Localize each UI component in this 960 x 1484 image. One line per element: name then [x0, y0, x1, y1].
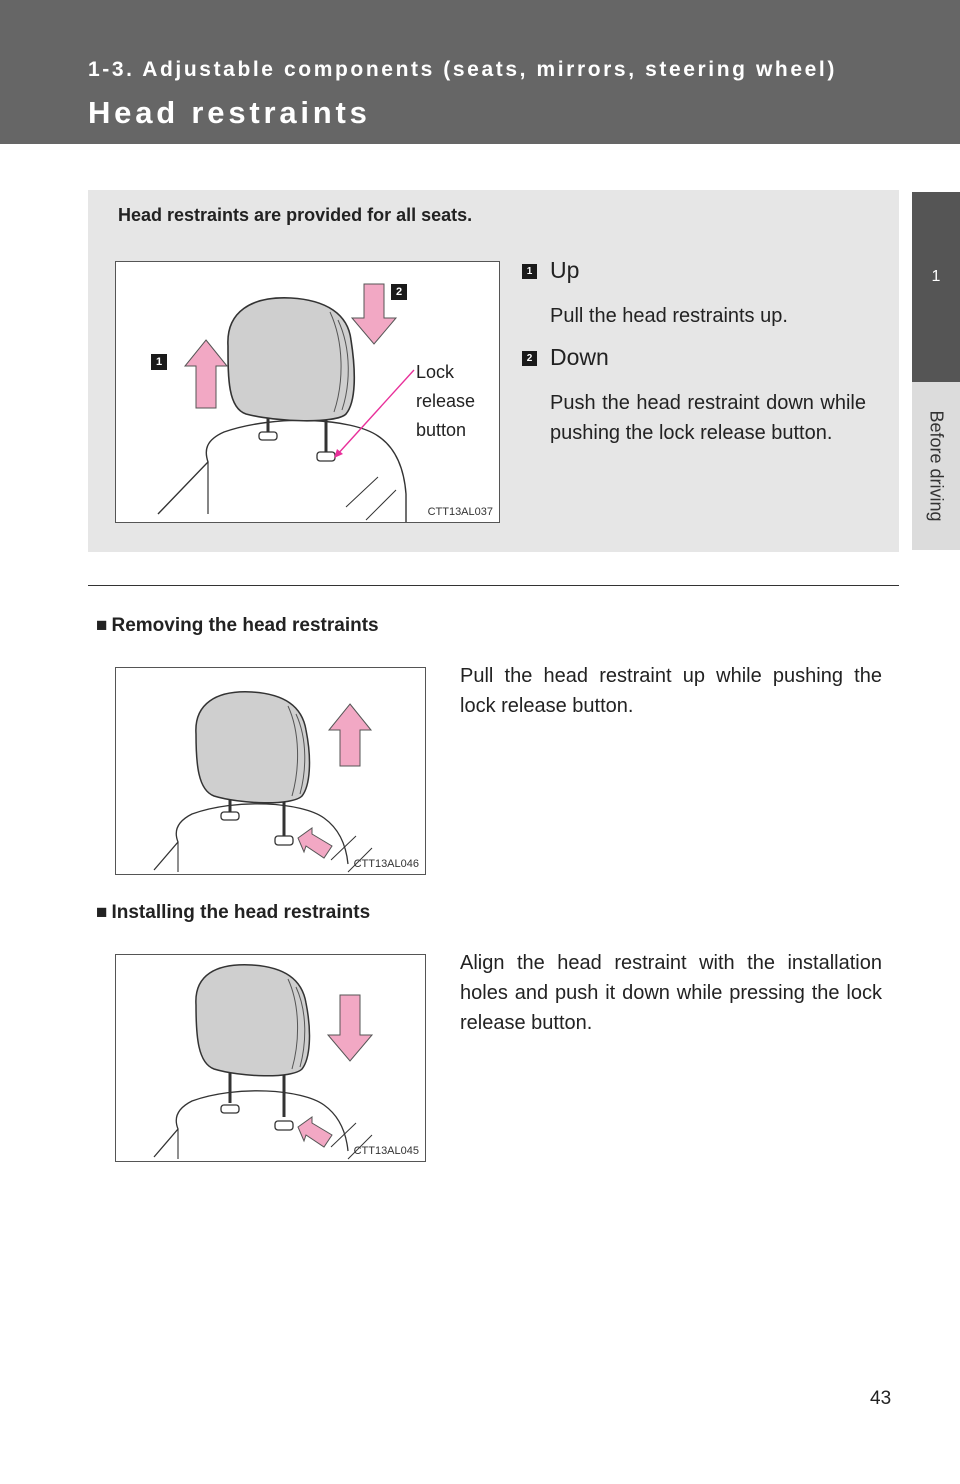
figure-code: CTT13AL045 [353, 1145, 419, 1157]
figure-code: CTT13AL037 [427, 506, 493, 518]
page-number: 43 [870, 1388, 892, 1409]
bullet-square-icon: ■ [96, 902, 108, 923]
step-marker-up: 1 [522, 264, 537, 279]
page-title: Head restraints [88, 95, 371, 130]
removing-desc: Pull the head restraint up while pushing the lock release button. [460, 665, 882, 717]
push-arrow-icon [298, 828, 332, 858]
step-marker-down: 2 [522, 351, 537, 366]
step-desc-down: Push the head restraint down while pushing the lock release button. [550, 392, 866, 444]
up-arrow-icon [185, 340, 227, 408]
chapter-tab [912, 192, 960, 382]
figure-marker-2: 2 [391, 284, 407, 300]
bullet-square-icon: ■ [96, 615, 108, 636]
up-arrow-icon [329, 704, 371, 766]
head-restraint-illustration [116, 955, 426, 1162]
down-arrow-icon [328, 995, 372, 1061]
step-desc-up: Pull the head restraints up. [550, 305, 788, 327]
figure-marker-1: 1 [151, 354, 167, 370]
step-title-up: Up [550, 257, 580, 283]
figure-code: CTT13AL046 [353, 858, 419, 870]
section-divider [88, 585, 899, 586]
push-arrow-icon [298, 1117, 332, 1147]
section-title: 1-3. Adjustable components (seats, mirrors, steering wheel) [88, 58, 837, 81]
down-arrow-icon [352, 284, 396, 344]
removing-heading [96, 615, 379, 637]
figure-removing [115, 667, 426, 875]
installing-desc: Align the head restraint with the installation holes and push it down while pressing the lock release button. [460, 952, 882, 1034]
removing-heading-text: Removing the head restraints [111, 615, 379, 636]
intro-text: Head restraints are provided for all seats. [118, 205, 473, 225]
chapter-label: Before driving [926, 410, 947, 522]
installing-heading-text: Installing the head restraints [111, 902, 371, 923]
head-restraint-illustration [116, 668, 426, 875]
step-title-down: Down [550, 344, 609, 370]
installing-heading [96, 902, 370, 924]
chapter-number: 1 [931, 268, 941, 285]
figure-installing [115, 954, 426, 1162]
page-header [0, 0, 960, 144]
lock-release-label: Lock release button [416, 362, 476, 440]
